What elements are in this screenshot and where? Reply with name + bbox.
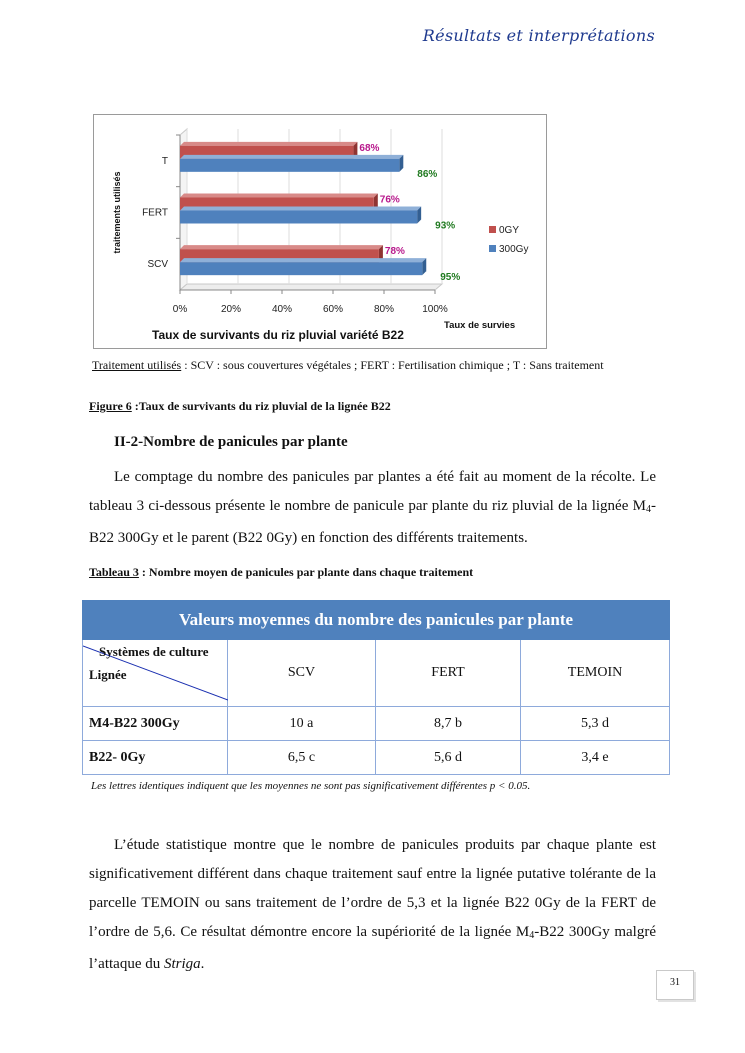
table-cell: 3,4 e [521, 741, 670, 775]
table-caption-text: : Nombre moyen de panicules par plante dans chaque traitement [138, 565, 474, 579]
page-number: 31 [656, 970, 694, 1000]
x-tick-label: 40% [271, 304, 293, 315]
paragraph-2-line-2: significativement différent dans chaque traitement sauf entre la lignée putative tolérante de la [89, 866, 656, 882]
figure-caption [89, 399, 391, 414]
p1-l2-subscript: 4 [646, 504, 651, 515]
bar-300gy-fert [180, 211, 417, 224]
data-label: 78% [384, 246, 405, 258]
y-tick-label: SCV [147, 259, 168, 271]
figure-note [92, 358, 604, 373]
legend-swatch-0gy [489, 226, 496, 233]
x-axis-title: Taux de survies [444, 320, 516, 331]
legend-label: 300Gy [499, 244, 529, 255]
corner-label-lineage: Lignée [89, 667, 127, 682]
panicle-table [82, 600, 670, 775]
chart-floor [180, 284, 442, 290]
p2-l4-subscript: 4 [529, 930, 535, 941]
p2-l4-end: -B22 300Gy malgré [534, 924, 656, 940]
table-caption-label: Tableau 3 [89, 565, 139, 579]
legend-swatch-300gy [489, 245, 496, 252]
table-cell: 6,5 c [228, 741, 376, 775]
survival-bar-chart [93, 114, 547, 349]
y-tick-label: FERT [142, 207, 168, 219]
p2-l4-text: l’ordre de 5,6. Ce résultat démontre encore la supériorité de la lignée M [89, 924, 530, 940]
page-header-title: Résultats et interprétations [422, 26, 655, 45]
bar-300gy-scv [180, 262, 422, 275]
table-corner-cell [83, 640, 228, 707]
table-note: Les lettres identiques indiquent que les moyennes ne sont pas significativement différentes p < 0.05. [91, 780, 531, 792]
x-tick-label: 60% [322, 304, 344, 315]
figure-note-text: : SCV : sous couvertures végétales ; FERT : Fertilisation chimique ; T : Sans traitement [181, 358, 604, 372]
bar-top-face [180, 155, 403, 159]
p1-l2-end: - [651, 498, 656, 514]
table-cell: 10 a [228, 707, 376, 741]
chart-title: Taux de survivants du riz pluvial variété B22 [152, 328, 404, 342]
bar-top-face [180, 142, 357, 146]
figure-note-label: Traitement utilisés [92, 358, 182, 372]
column-header-scv: SCV [228, 640, 376, 707]
corner-label-systems: Systèmes de culture [99, 644, 209, 659]
table-cell: 5,3 d [521, 707, 670, 741]
x-tick-label: 80% [373, 304, 395, 315]
data-label: 93% [435, 220, 456, 232]
section-heading: II-2-Nombre de panicules par plante [114, 434, 348, 450]
bar-top-face [180, 245, 383, 249]
bar-top-face [180, 194, 378, 198]
data-label: 68% [359, 142, 380, 154]
p2-l5-end: . [200, 956, 205, 972]
table-row [83, 707, 670, 741]
data-label: 76% [379, 194, 400, 206]
table-cell: 5,6 d [376, 741, 521, 775]
p2-l5-text: l’attaque du [89, 956, 164, 972]
paragraph-1-line-1: Le comptage du nombre des panicules par plantes a été fait au moment de la récolte. Le [114, 469, 656, 485]
x-tick-label: 20% [220, 304, 242, 315]
legend-label: 0GY [499, 225, 520, 236]
paragraph-2-line-4 [89, 918, 656, 950]
column-header-fert: FERT [376, 640, 521, 707]
p1-l2-text: tableau 3 ci-dessous présente le nombre de panicule par plante du riz pluvial de la lignée M [89, 498, 646, 514]
table-cell: 8,7 b [376, 707, 521, 741]
bar-300gy-t [180, 159, 399, 172]
data-label: 86% [417, 168, 438, 180]
paragraph-1-line-2 [89, 492, 656, 524]
data-label: 95% [440, 272, 461, 284]
chart-svg [94, 115, 546, 348]
table-row [83, 741, 670, 775]
paragraph-1-line-3: B22 300Gy et le parent (B22 0Gy) en fonction des différents traitements. [89, 530, 528, 546]
paragraph-2-line-5 [89, 950, 656, 979]
x-tick-label: 100% [422, 304, 448, 315]
bar-top-face [180, 207, 421, 211]
bar-top-face [180, 258, 426, 262]
table-caption [89, 565, 473, 580]
y-tick-label: T [161, 155, 168, 167]
x-tick-label: 0% [172, 304, 188, 315]
column-header-temoin: TEMOIN [521, 640, 670, 707]
paragraph-2 [89, 831, 656, 979]
paragraph-1 [89, 463, 656, 553]
p2-l5-italic: Striga [163, 956, 201, 972]
row-label: M4-B22 300Gy [83, 707, 228, 741]
y-axis-title: traitements utilisés [112, 171, 122, 254]
paragraph-2-line-3: parcelle TEMOIN ou sans traitement de l’ordre de 5,3 et la lignée B22 0Gy de la FERT de [89, 895, 656, 911]
table-title: Valeurs moyennes du nombre des panicules par plante [83, 601, 670, 640]
paragraph-2-line-1: L’étude statistique montre que le nombre de panicules produits par chaque plante est [114, 837, 656, 853]
figure-caption-text: :Taux de survivants du riz pluvial de la lignée B22 [131, 399, 391, 413]
figure-caption-label: Figure 6 [89, 399, 132, 413]
row-label: B22- 0Gy [83, 741, 228, 775]
